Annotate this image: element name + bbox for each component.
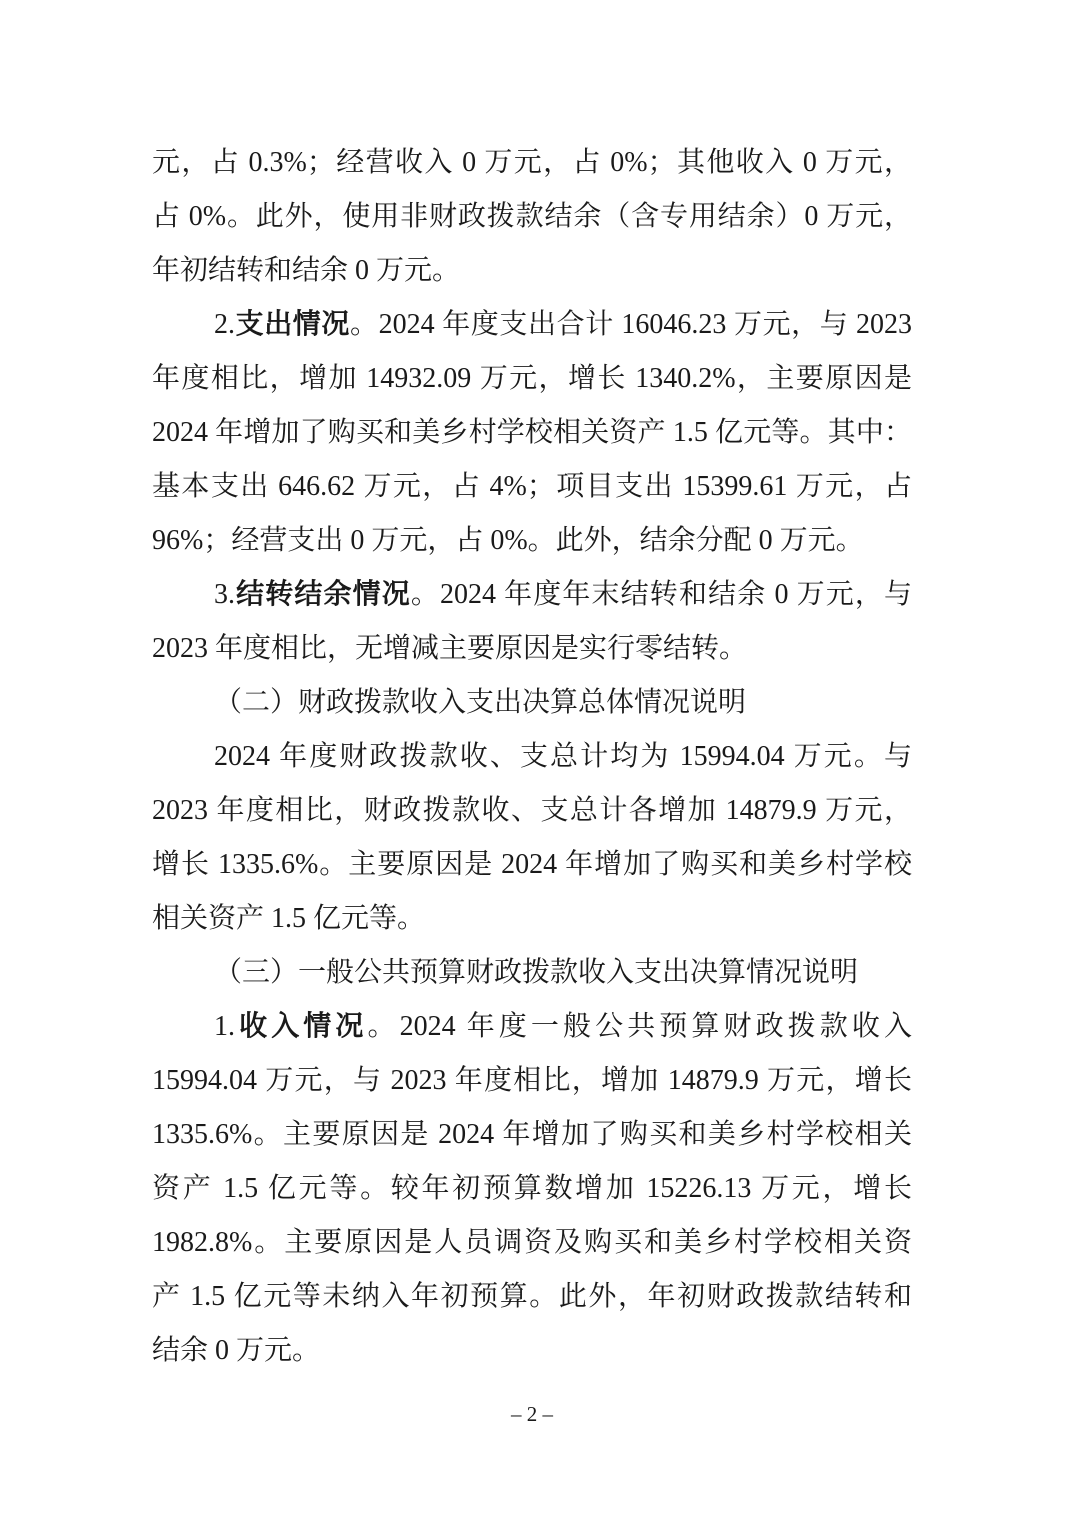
text-segment: 产 1.5 亿元等未纳入年初预算。此外，年初财政拨款结转和	[152, 1281, 912, 1312]
text-line	[152, 190, 912, 244]
bold-text-segment: 结转结余情况	[235, 579, 411, 610]
text-segment: 2.	[214, 309, 235, 340]
text-segment: 年初结转和结余 0 万元。	[152, 255, 461, 286]
text-line	[152, 136, 912, 190]
text-segment: （二）财政拨款收入支出决算总体情况说明	[214, 687, 747, 718]
text-line	[152, 1162, 912, 1216]
text-line	[152, 892, 912, 946]
text-line	[152, 622, 912, 676]
text-line	[152, 1270, 912, 1324]
text-segment: 相关资产 1.5 亿元等。	[152, 903, 426, 934]
text-segment: 结余 0 万元。	[152, 1335, 321, 1366]
text-line	[152, 406, 912, 460]
text-line	[152, 730, 912, 784]
text-segment: 2024 年增加了购买和美乡村学校相关资产 1.5 亿元等。其中：	[152, 417, 912, 448]
text-segment: 2023 年度相比，无增减主要原因是实行零结转。	[152, 633, 748, 664]
text-line	[152, 298, 912, 352]
bold-text-segment: 支出情况	[235, 309, 350, 340]
text-line	[152, 1216, 912, 1270]
document-body	[152, 136, 912, 1378]
text-line	[152, 460, 912, 514]
text-segment: 2024 年度财政拨款收、支总计均为 15994.04 万元。与	[214, 741, 912, 772]
text-segment: 占 0%。此外，使用非财政拨款结余（含专用结余）0 万元，	[152, 201, 912, 232]
text-segment: 1335.6%。主要原因是 2024 年增加了购买和美乡村学校相关	[152, 1119, 912, 1150]
text-line	[152, 514, 912, 568]
text-segment: 1982.8%。主要原因是人员调资及购买和美乡村学校相关资	[152, 1227, 912, 1258]
bold-text-segment: 收入情况	[235, 1011, 368, 1042]
text-segment: 3.	[214, 579, 235, 610]
text-line	[152, 568, 912, 622]
text-line	[152, 946, 912, 1000]
text-line	[152, 1108, 912, 1162]
text-line	[152, 1054, 912, 1108]
text-segment: 2023 年度相比，财政拨款收、支总计各增加 14879.9 万元，	[152, 795, 912, 826]
text-line	[152, 676, 912, 730]
text-segment: 元，占 0.3%；经营收入 0 万元，占 0%；其他收入 0 万元，	[152, 147, 912, 178]
text-segment: 。2024 年度支出合计 16046.23 万元，与 2023	[350, 309, 912, 340]
text-line	[152, 784, 912, 838]
text-segment: （三）一般公共预算财政拨款收入支出决算情况说明	[214, 957, 859, 988]
text-segment: 96%；经营支出 0 万元，占 0%。此外，结余分配 0 万元。	[152, 525, 864, 556]
text-line	[152, 1324, 912, 1378]
text-segment: 。2024 年度一般公共预算财政拨款收入	[367, 1011, 912, 1042]
text-line	[152, 1000, 912, 1054]
text-line	[152, 244, 912, 298]
text-segment: 1.	[214, 1011, 235, 1042]
text-segment: 资产 1.5 亿元等。较年初预算数增加 15226.13 万元，增长	[152, 1173, 912, 1204]
text-segment: 基本支出 646.62 万元，占 4%；项目支出 15399.61 万元，占	[152, 471, 912, 502]
text-segment: 。2024 年度年末结转和结余 0 万元，与	[410, 579, 912, 610]
page-number: – 2 –	[511, 1402, 553, 1426]
text-segment: 年度相比，增加 14932.09 万元，增长 1340.2%，主要原因是	[152, 363, 912, 394]
text-line	[152, 352, 912, 406]
text-segment: 15994.04 万元，与 2023 年度相比，增加 14879.9 万元，增长	[152, 1065, 912, 1096]
text-line	[152, 838, 912, 892]
text-segment: 增长 1335.6%。主要原因是 2024 年增加了购买和美乡村学校	[152, 849, 912, 880]
